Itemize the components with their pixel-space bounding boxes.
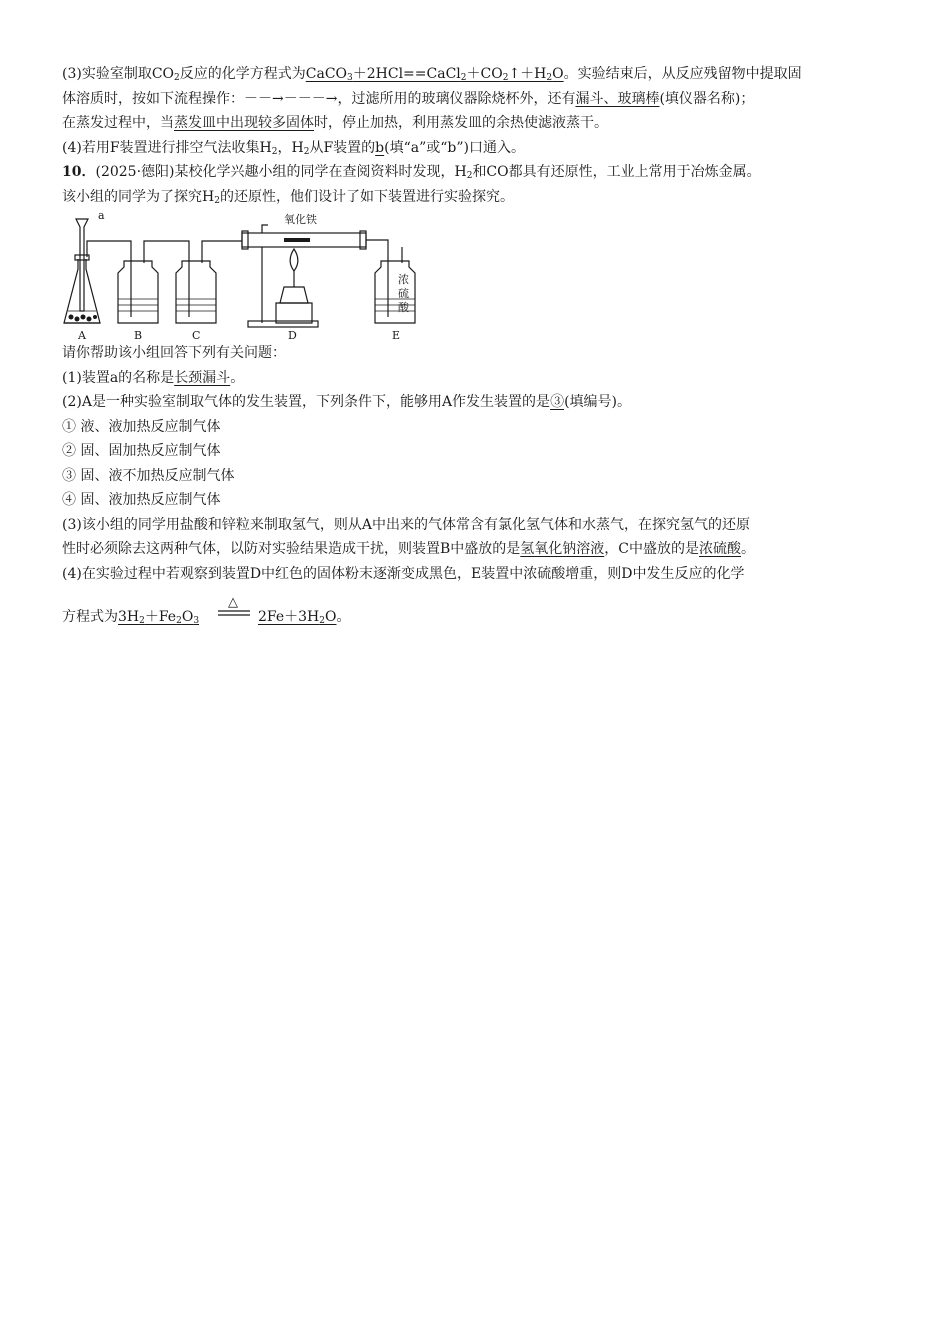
- text: 时，停止加热，利用蒸发皿的余热使滤液蒸干。: [314, 115, 608, 131]
- label-acid-3: 酸: [398, 301, 409, 314]
- eq-part: ＋2HCl==CaCl: [352, 66, 461, 82]
- eq-part: 3H: [118, 609, 140, 625]
- answer-equation: [306, 66, 564, 82]
- text: 。: [336, 609, 351, 625]
- text: (2)A是一种实验室制取气体的发生装置，下列条件下，能够用A作发生装置的是: [62, 394, 551, 410]
- text: 体溶质时，按如下流程操作：－－→－－－→，过滤所用的玻璃仪器除烧杯外，还有: [62, 90, 576, 107]
- eq-part: 2Fe＋3H: [258, 609, 320, 625]
- text: 方程式为: [62, 609, 118, 625]
- q9-part4: [62, 136, 892, 161]
- eq-part: ＋CO: [466, 66, 503, 82]
- label-C: C: [192, 329, 201, 341]
- heat-symbol: △: [228, 595, 238, 610]
- answer-funnel: 长颈漏斗: [174, 369, 231, 386]
- text: (填编号)。: [564, 394, 631, 410]
- equation-rhs: [258, 606, 350, 626]
- label-acid-1: 浓: [398, 273, 409, 286]
- eq-part: O: [552, 66, 564, 82]
- text: 从F装置的: [309, 139, 376, 156]
- label-A: A: [78, 329, 86, 341]
- label-E: E: [392, 329, 401, 341]
- subscript: 2: [466, 171, 473, 181]
- text: 在蒸发过程中，当: [62, 115, 174, 131]
- answer-instruments: 漏斗、玻璃棒: [575, 90, 660, 107]
- eq-rhs: [258, 609, 336, 625]
- q10-intro-line2: [62, 185, 892, 210]
- subscript: 2: [214, 195, 220, 206]
- q10-ask: 请你帮助该小组回答下列有关问题：: [62, 345, 286, 361]
- ferric-oxide-powder: [284, 238, 310, 242]
- flask-a: [64, 259, 100, 323]
- option-1: ① 液、液加热反应制气体: [62, 418, 221, 435]
- text: ，H: [277, 139, 304, 156]
- subscript: 2: [546, 73, 553, 83]
- label-ferric-oxide: 氧化铁: [284, 213, 317, 226]
- text: (填仪器名称)；: [659, 90, 755, 107]
- text: 性时必须除去这两种气体，以防对实验结果造成干扰，则装置B中盛放的是: [62, 541, 521, 557]
- subscript: 3: [347, 73, 353, 83]
- bottle-b: [118, 261, 158, 323]
- answer-option: ③: [550, 394, 565, 410]
- text: 反应的化学方程式为: [179, 66, 306, 82]
- reaction-condition-heat: [214, 592, 254, 622]
- subscript: 2: [303, 146, 310, 157]
- subscript: 2: [174, 73, 180, 83]
- eq-part: CaCO: [305, 66, 348, 82]
- option-2: ② 固、固加热反应制气体: [62, 443, 221, 459]
- apparatus-figure: [58, 211, 418, 341]
- q10-part3-line2: [62, 537, 892, 562]
- q9-part3-line1: [62, 62, 892, 87]
- eq-part: O: [325, 609, 337, 625]
- text: 该小组的同学为了探究H: [62, 188, 215, 205]
- apparatus-diagram: [58, 211, 418, 341]
- text: 。: [230, 369, 245, 386]
- q10-part4-line2: [62, 592, 892, 632]
- answer-reagent-c: 浓硫酸: [699, 541, 742, 557]
- label-B: B: [134, 329, 143, 341]
- answer-port: b: [375, 139, 385, 156]
- text: (填“a”或“b”)口通入。: [384, 139, 526, 156]
- eq-lhs: [118, 609, 199, 625]
- q10-part4-line1: (4)在实验过程中若观察到装置D中红色的固体粉末逐渐变成黑色，E装置中浓硫酸增重，则D中发生反应的化学: [62, 565, 745, 582]
- option-3: ③ 固、液不加热反应制气体: [62, 467, 235, 484]
- label-acid-2: 硫: [398, 287, 409, 300]
- answer-evaporation: 蒸发皿中出现较多固体: [174, 115, 314, 131]
- equation-lhs: [62, 606, 199, 626]
- q10-intro-line1: [62, 160, 892, 185]
- option-4: ④ 固、液加热反应制气体: [62, 492, 221, 508]
- bottle-e: [375, 261, 415, 323]
- text: (3)实验室制取CO: [62, 66, 175, 82]
- eq-part: ＋Fe: [144, 609, 177, 625]
- q10-part3-line1: (3)该小组的同学用盐酸和锌粒来制取氢气，则从A中出来的气体常含有氯化氢气体和水蒸气，在探究氢气的还原: [62, 516, 750, 533]
- label-a: a: [98, 211, 105, 222]
- q10-part1: [62, 366, 892, 391]
- q10-part2: [62, 390, 892, 415]
- subscript: 2: [460, 73, 467, 83]
- q9-part3-line2: [62, 87, 892, 112]
- q9-part3-line3: [62, 111, 892, 136]
- subscript: 2: [319, 616, 325, 626]
- question-number: 10．: [62, 164, 96, 180]
- text: 。实验结束后，从反应残留物中提取固: [563, 66, 802, 82]
- label-D: D: [288, 329, 297, 341]
- subscript: 2: [176, 616, 182, 626]
- subscript: 2: [502, 73, 509, 83]
- subscript: 3: [193, 616, 200, 626]
- answer-reagent-b: 氢氧化钠溶液: [520, 541, 605, 557]
- text: (1)装置a的名称是: [62, 369, 175, 386]
- document-page: [62, 62, 892, 632]
- text: 和CO都具有还原性，工业上常用于冶炼金属。: [472, 164, 761, 180]
- eq-part: O: [181, 609, 194, 625]
- text: 的还原性，他们设计了如下装置进行实验探究。: [219, 188, 514, 205]
- subscript: 2: [139, 616, 145, 626]
- text: (4)若用F装置进行排空气法收集H: [62, 139, 272, 156]
- eq-part: ↑＋H: [508, 66, 547, 82]
- alcohol-lamp: [280, 287, 308, 303]
- text: (2025·德阳)某校化学兴趣小组的同学在查阅资料时发现，H: [95, 164, 467, 180]
- bottle-c: [176, 261, 216, 323]
- text: ，C中盛放的是: [604, 541, 700, 557]
- text: 。: [741, 541, 756, 557]
- subscript: 2: [271, 146, 278, 157]
